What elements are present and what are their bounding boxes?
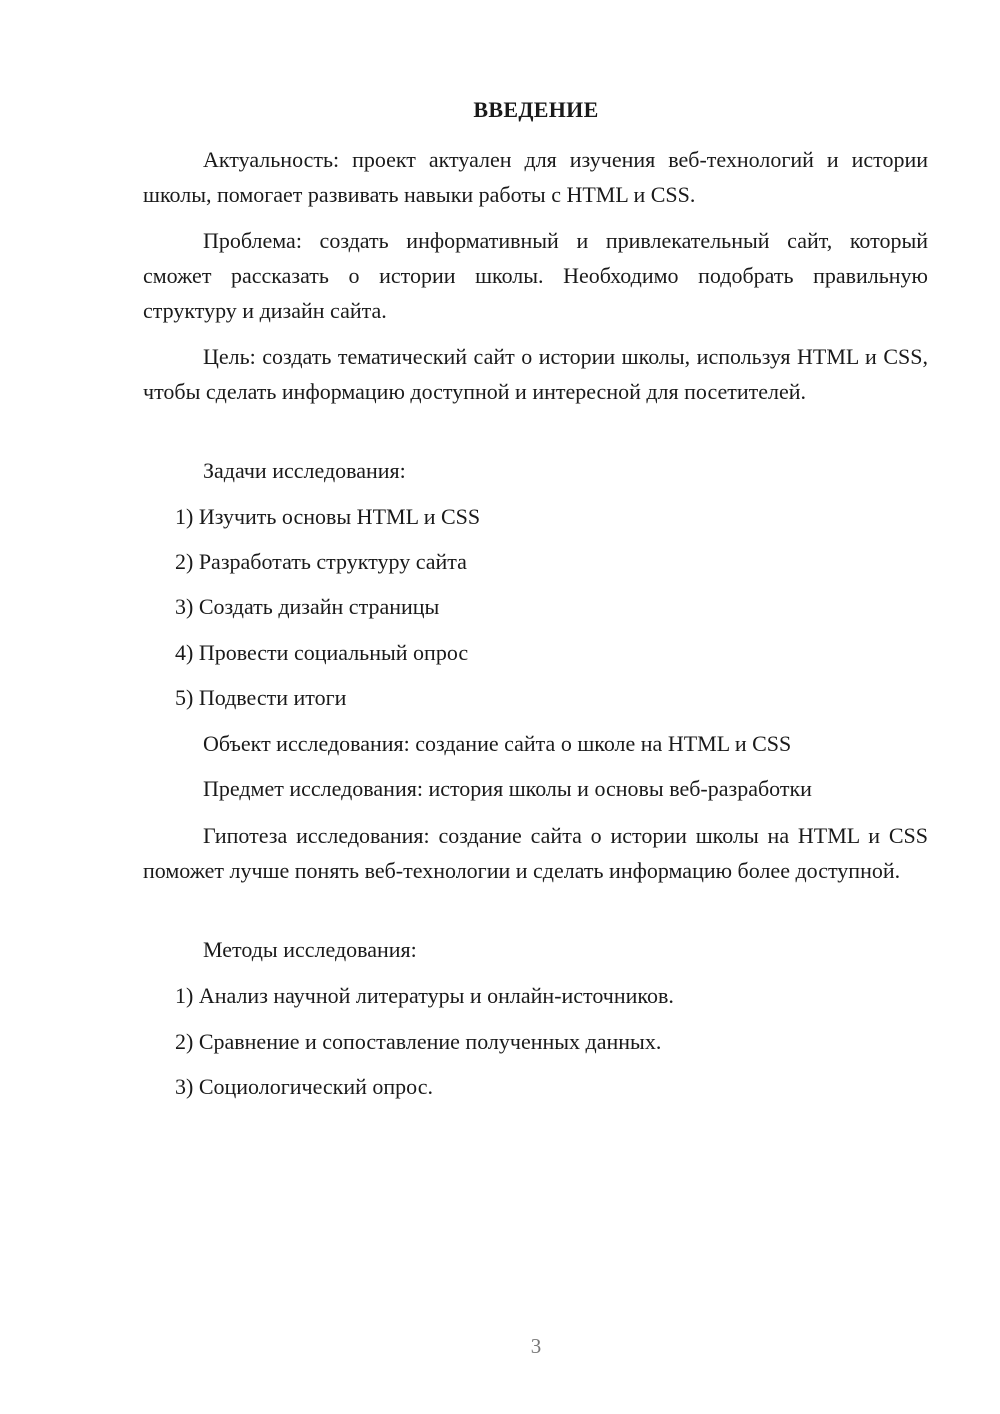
research-subject: Предмет исследования: история школы и основы веб-разработки xyxy=(203,776,812,801)
tasks-heading: Задачи исследования: xyxy=(203,458,406,483)
task-item: 3) Создать дизайн страницы xyxy=(175,594,440,619)
task-item: 5) Подвести итоги xyxy=(175,685,347,710)
method-item: 2) Сравнение и сопоставление полученных данных. xyxy=(175,1029,662,1054)
research-object: Объект исследования: создание сайта о школе на HTML и CSS xyxy=(203,731,792,756)
hypothesis-paragraph: Гипотеза исследования: создание сайта о истории школы на HTML и CSS поможет лучше понять веб-технологии и сделать информацию более доступной. xyxy=(143,823,928,883)
page-number: 3 xyxy=(530,1334,542,1358)
problem-paragraph: Проблема: создать информативный и привлекательный сайт, который сможет рассказать о истории школы. Необходимо подобрать правильную структуру и дизайн сайта. xyxy=(143,228,928,323)
method-item: 1) Анализ научной литературы и онлайн-источников. xyxy=(175,983,674,1008)
method-item: 3) Социологический опрос. xyxy=(175,1074,433,1099)
relevance-paragraph: Актуальность: проект актуален для изучения веб-технологий и истории школы, помогает развивать навыки работы с HTML и CSS. xyxy=(143,147,928,207)
methods-heading: Методы исследования: xyxy=(203,937,417,962)
page-title: ВВЕДЕНИЕ xyxy=(473,97,599,122)
goal-paragraph: Цель: создать тематический сайт о истории школы, используя HTML и CSS, чтобы сделать информацию доступной и интересной для посетителей. xyxy=(143,344,928,404)
task-item: 1) Изучить основы HTML и CSS xyxy=(175,504,481,529)
task-item: 2) Разработать структуру сайта xyxy=(175,549,467,574)
task-item: 4) Провести социальный опрос xyxy=(175,640,469,665)
